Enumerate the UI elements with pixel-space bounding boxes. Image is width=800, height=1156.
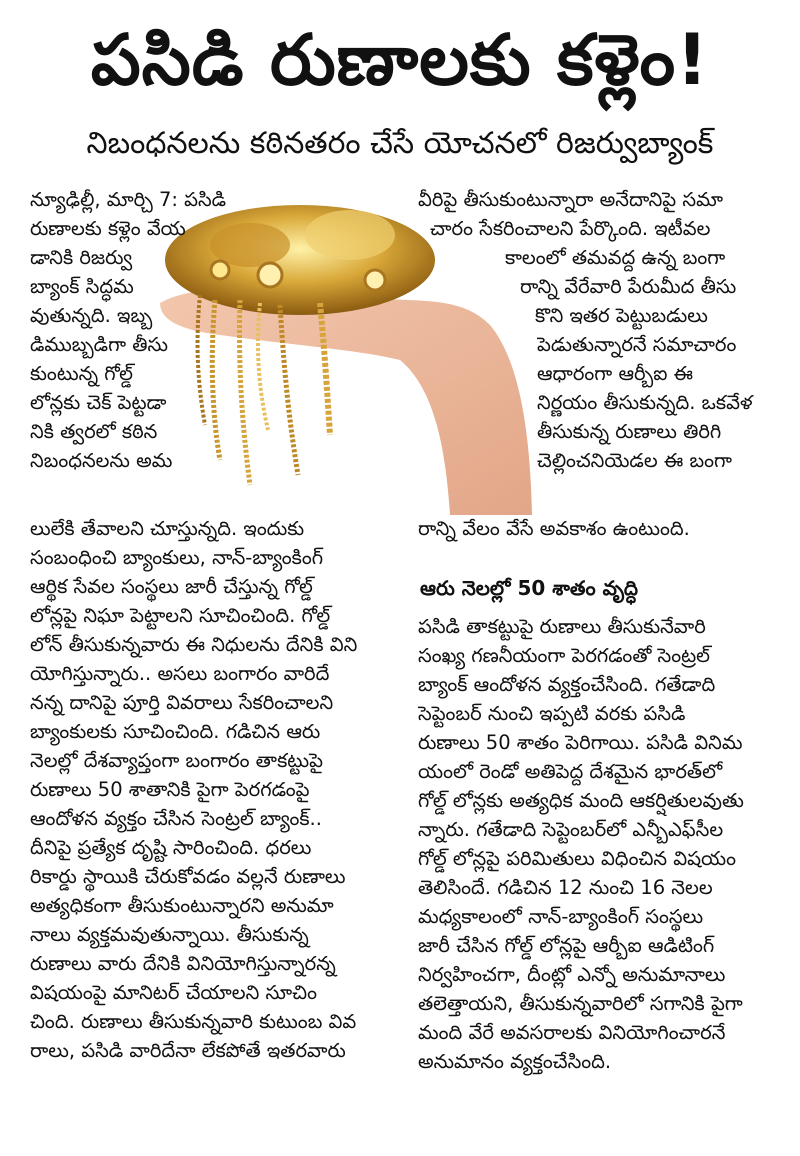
body-line: గోల్డ్ లోన్లపై పరిమితులు విధించిన విషయం bbox=[418, 847, 737, 870]
subheadline: నిబంధనలను కఠినతరం చేసే యోచనలో రిజర్వుబ్యాంక్ bbox=[86, 126, 714, 161]
body-line: నిర్వహించగా, దీంట్లో ఎన్నో అనుమానాలు bbox=[418, 963, 726, 986]
body-line: యంలో రెండో అతిపెద్ద దేశమైన భారత్‌లో bbox=[418, 760, 723, 783]
body-line: బ్యాంక్ ఆందోళన వ్యక్తంచేసింది. గతేడాది bbox=[418, 673, 716, 696]
body-line: తెలిసిందే. గడిచిన 12 నుంచి 16 నెలల bbox=[418, 876, 713, 899]
body-line: ఆధారంగా ఆర్బీఐ ఈ bbox=[537, 362, 694, 385]
body-line: చెల్లించనియెడల ఈ బంగా bbox=[537, 449, 732, 472]
body-line: అత్యధికంగా తీసుకుంటున్నారని అనుమా bbox=[30, 894, 334, 917]
body-line: మధ్యకాలంలో నాన్-బ్యాంకింగ్ సంస్థలు bbox=[418, 905, 704, 928]
body-line: రికార్డు స్థాయికి చేరుకోవడం వల్లనే రుణాలు bbox=[30, 865, 346, 888]
body-line: వుతున్నది. ఇబ్బ bbox=[30, 304, 153, 327]
body-line: లోన్లపై నిఘా పెట్టాలని సూచించింది. గోల్డ్ bbox=[30, 604, 331, 627]
body-line: విషయంపై మానిటర్ చేయాలని సూచిం bbox=[30, 981, 317, 1004]
body-line: నికి త్వరలో కఠిన bbox=[30, 420, 158, 443]
body-line: నాలు వ్యక్తమవుతున్నాయి. తీసుకున్న bbox=[30, 923, 309, 946]
body-line: మంది వేరే అవసరాలకు వినియోగించారనే bbox=[418, 1021, 726, 1044]
body-line: లోన్ తీసుకున్నవారు ఈ నిధులను దేనికి విని bbox=[30, 633, 358, 656]
body-line: డిముబ్బడిగా తీసు bbox=[30, 333, 168, 356]
body-line: రుణాలకు కళ్లెం వేయ bbox=[30, 217, 186, 240]
body-line: రాన్ని వేలం వేసే అవకాశం ఉంటుంది. bbox=[418, 517, 690, 540]
body-line: గోల్డ్ లోన్లకు అత్యధిక మంది ఆకర్షితులవుతు bbox=[418, 789, 744, 812]
body-line: అనుమానం వ్యక్తంచేసింది. bbox=[418, 1050, 612, 1073]
body-line: రుణాలు వారు దేనికి వినియోగిస్తున్నారన్న bbox=[30, 952, 336, 975]
body-line: లోన్లకు చెక్ పెట్టడా bbox=[30, 391, 167, 414]
body-line: వీరిపై తీసుకుంటున్నారా అనేదానిపై సమా bbox=[418, 188, 723, 211]
body-line: చారం సేకరించాలని పేర్కొంది. ఇటీవల bbox=[430, 217, 711, 240]
body-line: పెడుతున్నారనే సమాచారం bbox=[537, 333, 737, 356]
headline: పసిడి రుణాలకు కళ్లెం! bbox=[90, 19, 710, 101]
section-heading: ఆరు నెలల్లో 50 శాతం వృద్ధి bbox=[420, 576, 639, 600]
body-line: ఆర్థిక సేవల సంస్థలు జారీ చేస్తున్న గోల్డ్ bbox=[30, 575, 313, 598]
body-line: తీసుకున్న రుణాలు తిరిగి bbox=[537, 420, 722, 443]
body-line: బ్యాంకులకు సూచించింది. గడిచిన ఆరు bbox=[30, 720, 321, 743]
body-line: కాలంలో తమవద్ద ఉన్న బంగా bbox=[505, 246, 726, 269]
body-line: ఆందోళన వ్యక్తం చేసిన సెంట్రల్ బ్యాంక్.. bbox=[30, 807, 322, 830]
body-line: న్యూఢిల్లీ, మార్చి 7: పసిడి bbox=[30, 188, 227, 211]
body-line: పసిడి తాకట్టుపై రుణాలు తీసుకునేవారి bbox=[418, 615, 706, 638]
body-line: తలెత్తాయని, తీసుకున్నవారిలో సగానికి పైగా bbox=[418, 992, 743, 1015]
body-line: బ్యాంక్ సిద్ధమ bbox=[30, 275, 134, 298]
body-line: సెప్టెంబర్ నుంచి ఇప్పటి వరకు పసిడి bbox=[418, 702, 686, 725]
body-line: కొని ఇతర పెట్టుబడులు bbox=[535, 304, 708, 327]
body-line: నన్న దానిపై పూర్తి వివరాలు సేకరించాలని bbox=[30, 691, 334, 714]
body-line: డానికి రిజర్వు bbox=[30, 246, 133, 269]
body-line: రాన్ని వేరేవారి పేరుమీద తీసు bbox=[520, 275, 737, 298]
body-line: సంబంధించి బ్యాంకులు, నాన్-బ్యాంకింగ్ bbox=[30, 546, 324, 569]
body-line: చింది. రుణాలు తీసుకున్నవారి కుటుంబ వివ bbox=[30, 1010, 357, 1033]
body-line: రుణాలు 50 శాతానికి పైగా పెరగడంపై bbox=[30, 778, 310, 801]
body-line: న్నారు. గతేడాది సెప్టెంబర్‌లో ఎన్బీఎఫ్‌సీల bbox=[418, 818, 724, 841]
body-line: సంఖ్య గణనీయంగా పెరగడంతో సెంట్రల్ bbox=[418, 644, 711, 667]
body-line: యోగిస్తున్నారు.. అసలు బంగారం వారిదే bbox=[30, 662, 330, 685]
body-line: జారీ చేసిన గోల్డ్ లోన్లపై ఆర్బీఐ ఆడిటింగ్ bbox=[418, 934, 715, 957]
body-line: రాలు, పసిడి వారిదేనా లేకపోతే ఇతరవారు bbox=[30, 1039, 346, 1062]
body-line: కుంటున్న గోల్డ్ bbox=[30, 362, 133, 385]
body-line: దీనిపై ప్రత్యేక దృష్టి సారించింది. ధరలు bbox=[30, 836, 312, 859]
body-line: నిర్ణయం తీసుకున్నది. ఒకవేళ bbox=[537, 391, 753, 414]
body-line: నెలల్లో దేశవ్యాప్తంగా బంగారం తాకట్టుపై bbox=[30, 749, 323, 772]
body-line: నిబంధనలను అమ bbox=[30, 449, 173, 472]
body-line: లులేకి తేవాలని చూస్తున్నది. ఇందుకు bbox=[30, 517, 305, 540]
body-line: రుణాలు 50 శాతం పెరిగాయి. పసిడి వినిమ bbox=[418, 731, 743, 754]
